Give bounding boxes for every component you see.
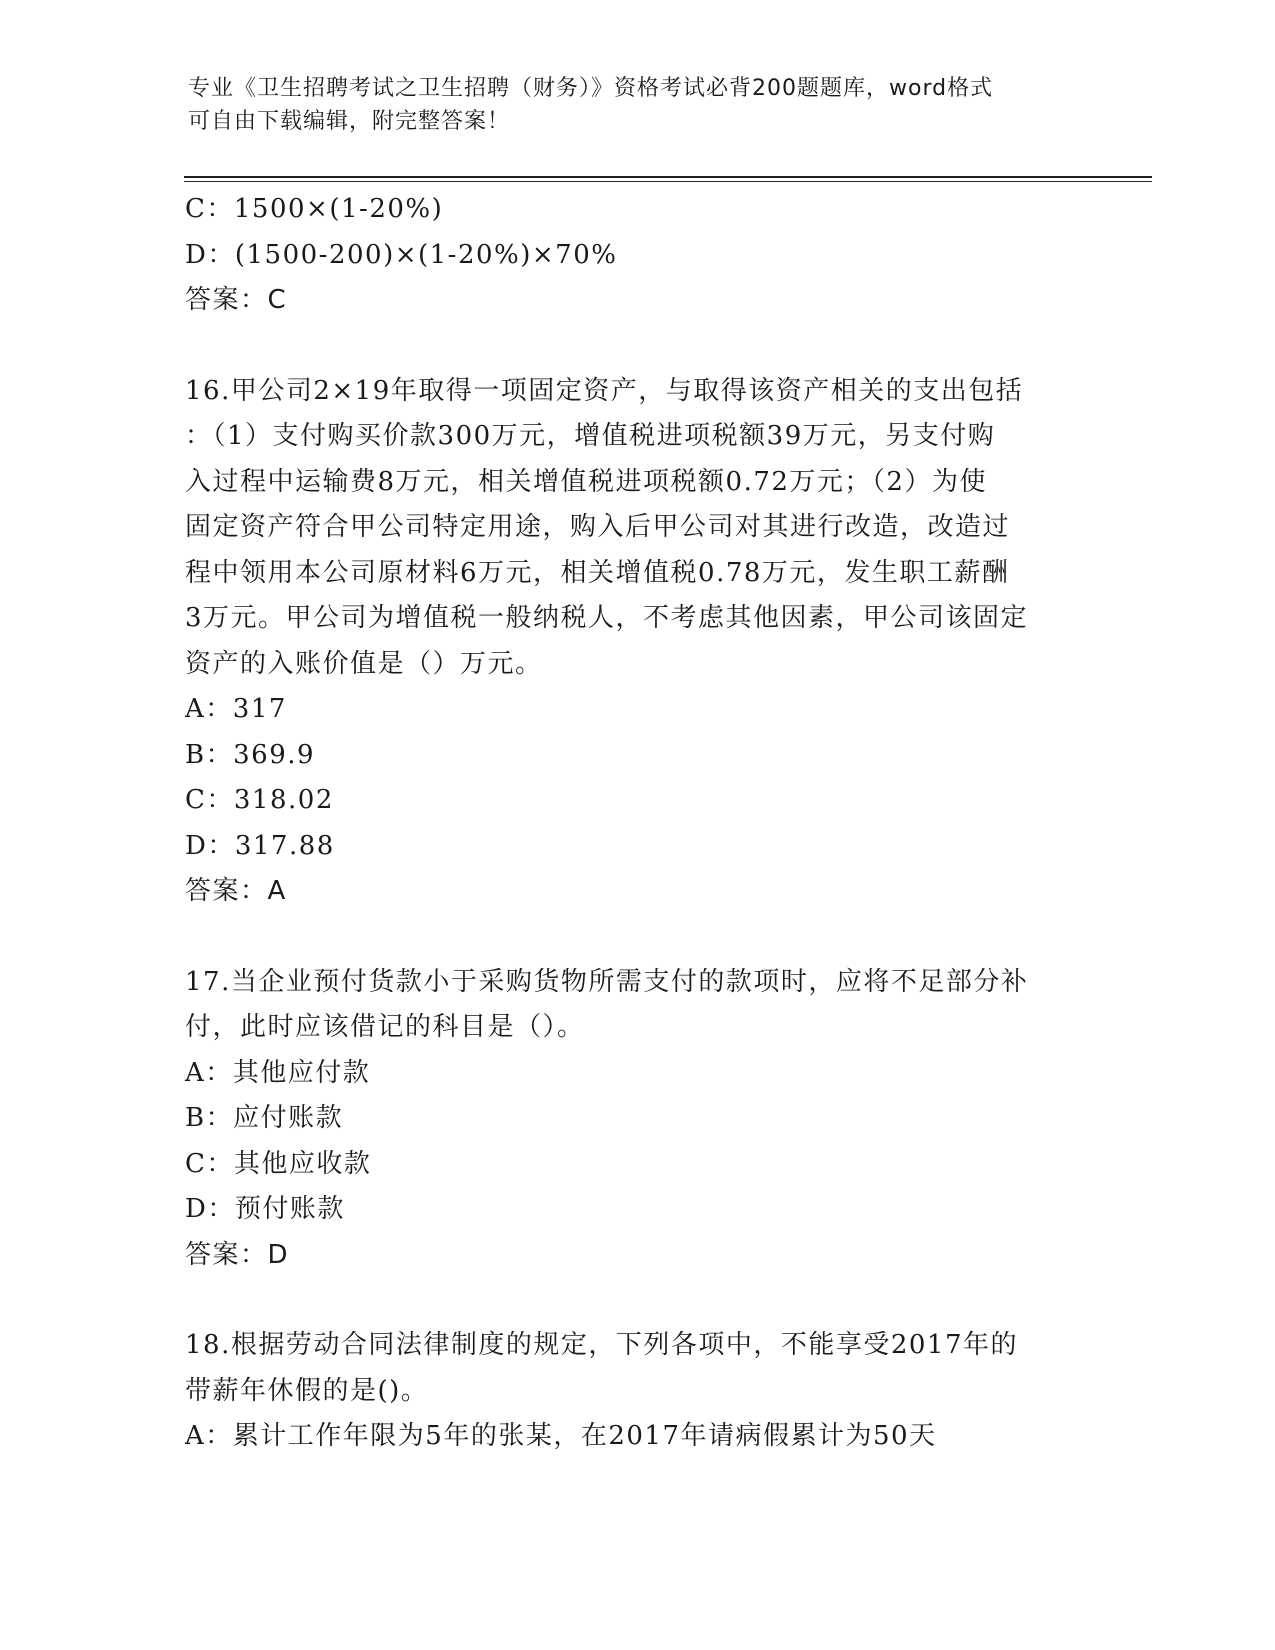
q16-answer: 答案：A: [185, 876, 287, 906]
q16-option-a: A：317: [185, 694, 287, 724]
question-16: [185, 369, 1085, 915]
q15-option-d: D：(1500-200)×(1-20%)×70%: [185, 239, 618, 270]
q16-stem-line: 3万元。甲公司为增值税一般纳税人，不考虑其他因素，甲公司该固定: [185, 603, 1029, 633]
q16-stem-line: 固定资产符合甲公司特定用途，购入后甲公司对其进行改造，改造过: [185, 512, 1011, 542]
q16-stem-line: 资产的入账价值是（）万元。: [185, 648, 543, 679]
q15-answer: 答案：C: [185, 285, 288, 315]
q17-option-a: A：其他应付款: [185, 1057, 371, 1088]
question-17: [185, 960, 1085, 1279]
q16-option-c: C：318.02: [185, 785, 334, 815]
q16-stem-line: ：（1）支付购买价款300万元，增值税进项税额39万元，另支付购: [185, 421, 996, 451]
q18-option-a: A：累计工作年限为5年的张某，在2017年请病假累计为50天: [185, 1421, 937, 1451]
q16-stem-line: 16.甲公司2×19年取得一项固定资产，与取得该资产相关的支出包括: [185, 375, 1024, 406]
question-15: [185, 187, 1085, 324]
document-header: [188, 72, 1088, 138]
q16-option-b: B：369.9: [185, 739, 316, 770]
header-title-line-1: 专业《卫生招聘考试之卫生招聘（财务）》资格考试必背200题题库，word格式: [188, 76, 994, 101]
q17-option-b: B：应付账款: [185, 1103, 344, 1133]
header-divider-thick: [184, 176, 1152, 178]
spacer: [185, 1278, 1085, 1323]
spacer: [185, 324, 1085, 369]
q17-option-c: C：其他应收款: [185, 1148, 372, 1179]
q16-stem-line: 入过程中运输费8万元，相关增值税进项税额0.72万元；（2）为使: [185, 466, 987, 497]
q17-answer: 答案：D: [185, 1239, 290, 1270]
question-18: [185, 1323, 1085, 1460]
q17-stem-line: 17.当企业预付货款小于采购货物所需支付的款项时，应将不足部分补: [185, 966, 1029, 997]
header-title-line-2: 可自由下载编辑，附完整答案！: [188, 109, 511, 134]
spacer: [185, 915, 1085, 960]
q16-stem-line: 程中领用本公司原材料6万元，相关增值税0.78万元，发生职工薪酬: [185, 557, 1010, 588]
q16-option-d: D：317.88: [185, 830, 335, 861]
document-body: [185, 187, 1085, 1460]
q17-stem-line: 付，此时应该借记的科目是（）。: [185, 1012, 585, 1042]
q18-stem-line: 带薪年休假的是()。: [185, 1375, 429, 1406]
q17-option-d: D：预付账款: [185, 1194, 345, 1224]
q18-stem-line: 18.根据劳动合同法律制度的规定，下列各项中，不能享受2017年的: [185, 1330, 1019, 1360]
header-divider-thin: [184, 181, 1152, 182]
q15-option-c: C：1500×(1-20%): [185, 194, 444, 224]
